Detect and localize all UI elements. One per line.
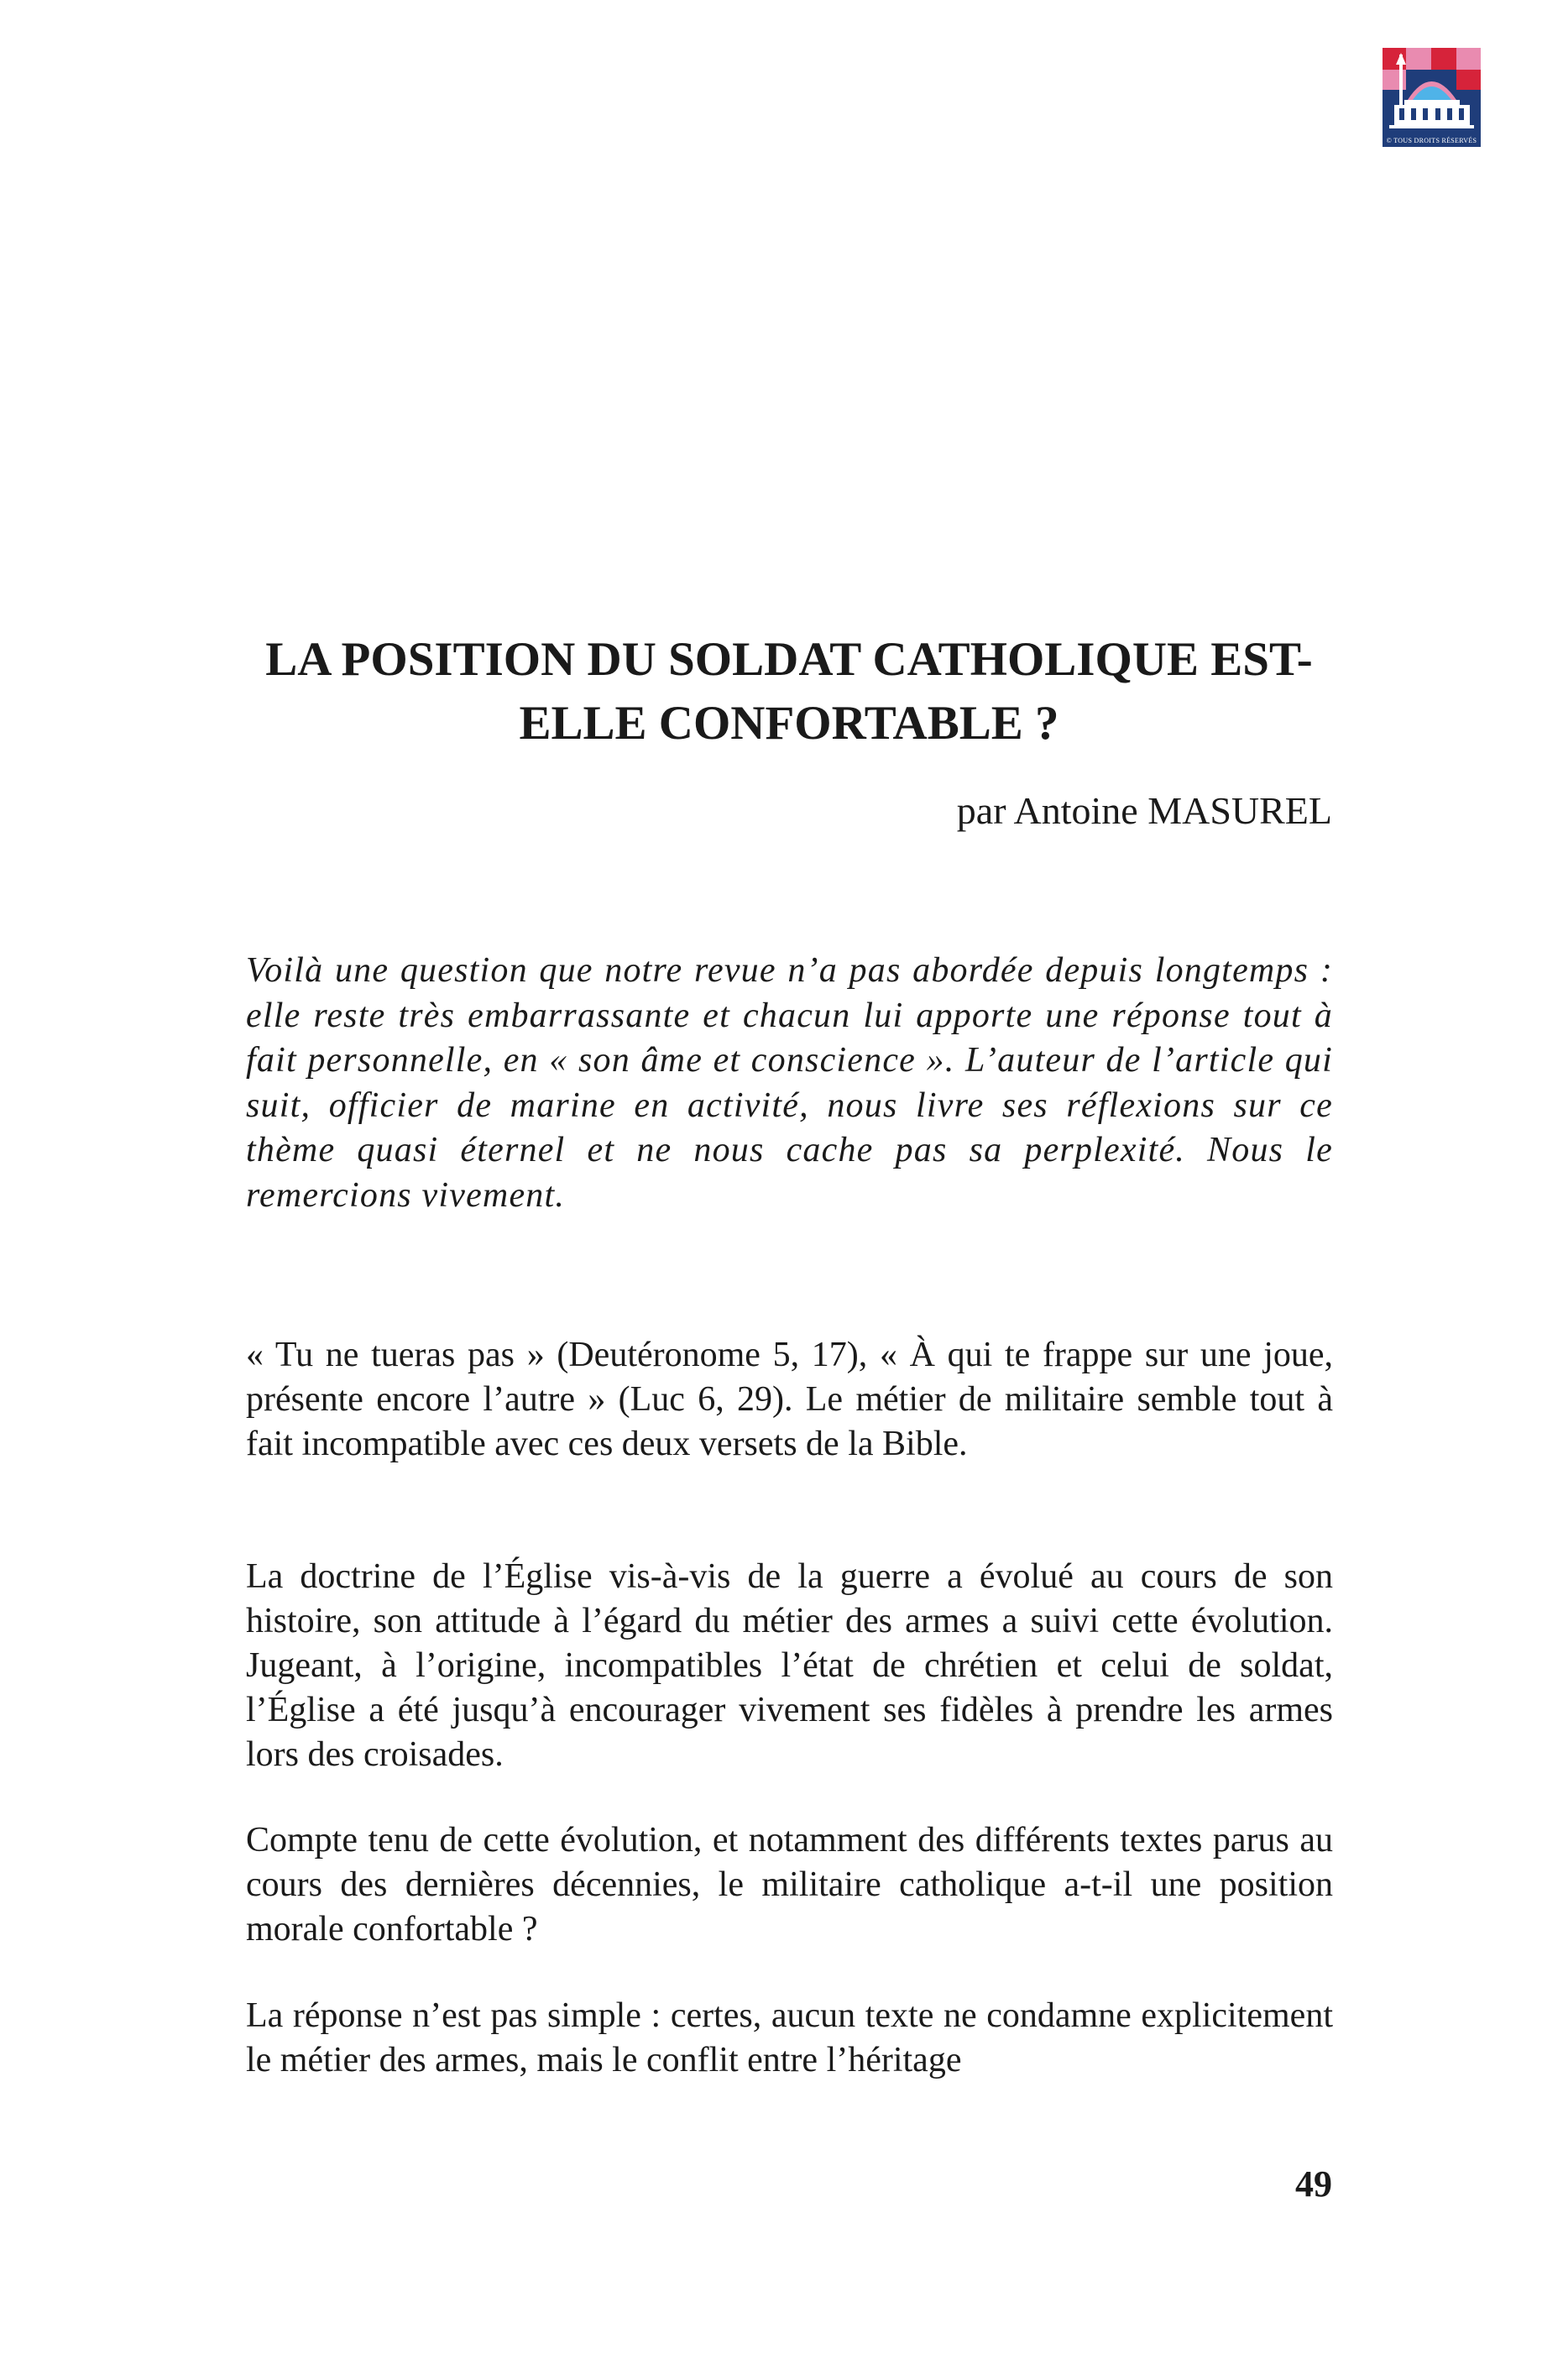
body-paragraph: « Tu ne tueras pas » (Deutéronome 5, 17), « À qui te frappe sur une joue, présente encore l’autre » (Luc 6, 29). Le métier de militaire semble tout à fait incompatible avec ces deux versets de la Bible. — [246, 1336, 1333, 1463]
logo-caption: © TOUS DROITS RÉSERVÉS — [1383, 134, 1481, 147]
article-title: LA POSITION DU SOLDAT CATHOLIQUE EST-ELLE CONFORTABLE ? — [265, 633, 1313, 750]
page-number: 49 — [1295, 2163, 1332, 2205]
article-intro: Voilà une question que notre revue n’a pas abordée depuis longtemps : elle reste très embarrassante et chacun lui apporte une réponse tout à fait personnelle, en « son âme et conscience ». L’auteur de l’article qui suit, officier de marine en activité, nous livre ses réflexions sur ce thème quasi éternel et ne nous cache pas sa perplexité. Nous le remercions vivement. — [246, 951, 1333, 1215]
article-author: par Antoine MASUREL — [956, 789, 1332, 832]
dome-building-icon — [1383, 48, 1481, 134]
body-paragraph: La doctrine de l’Église vis-à-vis de la guerre a évolué au cours de son histoire, son attitude à l’égard du métier des armes a suivi cette évolution. Jugeant, à l’origine, incompatibles l’état de chrétien et celui de soldat, l’Église a été jusqu’à encourager vivement ses fidèles à prendre les armes lors des croisades. — [246, 1557, 1333, 1774]
body-paragraph: La réponse n’est pas simple : certes, aucun texte ne condamne explicitement le métier des armes, mais le conflit entre l’héritage — [246, 1996, 1333, 2079]
body-paragraph: Compte tenu de cette évolution, et notamment des différents textes parus au cours des dernières décennies, le militaire catholique a-t-il une position morale confortable ? — [246, 1821, 1333, 1948]
publisher-logo — [1383, 48, 1481, 147]
